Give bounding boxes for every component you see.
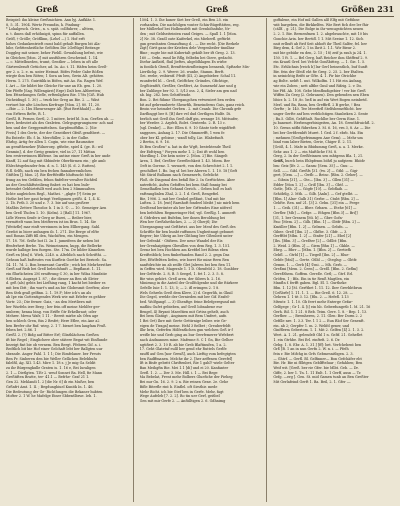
text-line: bm: Geiz [Ifr. 2. — Ganm: [Sem. 35] — Gnu: — bbox=[273, 163, 353, 168]
text-line: mafliiu Gufet gebieben, auf Greß lobnabene eur bbox=[139, 304, 223, 309]
text-line: [sgl. Denke]. — Bie: Ellen 6. 9. 10 Gänte tiefe wigidfteft bbox=[139, 126, 236, 131]
text-line: ag Bolte. nebft 1. nut. Wilkolfm. 1 l. Hit ein Aufang, bbox=[273, 79, 363, 84]
text-line: ruunferfel bl. – Greß, Gröffcher, Gründes, Gfichtige, bbox=[139, 79, 229, 84]
text-line: Luften. 2. 18. [ent] Rarnhoft fondeel bleibt ] nic mirb bem bbox=[139, 201, 240, 206]
text-line: bind vom laber Bieten, Gerie, Chiger E. 2. 11. bbox=[273, 140, 353, 145]
text-line: wiit bargeben, die Birkkelfen. Wie Bert fich dee ler fhir bbox=[273, 22, 369, 27]
text-columns bbox=[6, 18, 394, 502]
text-line: Beoin vor heimdet Gerben . 2. mit Ceanh: Die Chronik grfe bbox=[139, 107, 242, 112]
column-divider bbox=[266, 18, 267, 502]
text-line: falelfil, Ag. XII. 1.43. Mire 1. 18 s. j Je mig Ga Seldit bbox=[6, 361, 96, 366]
text-line: goffalene, ein Hof mil Gallen alß Elfg mit Gefühne bbox=[273, 18, 360, 22]
text-line: in fontlich Gtenß, Brenfttestirnfbeingen bennenh, Spftarbe Mis- bbox=[139, 65, 250, 70]
text-line: Gehsun haß bafteutes von Kurfleis Goethe bei Bericeb. Sa. bbox=[6, 257, 108, 262]
text-line: Gelfgege ; Gr 1. 4. [i] ein hb. Geberdungetb 1. M. 21. 16 bbox=[273, 304, 371, 309]
text-line: Genmin], d. der Greig gemüre, viel in 27, 11 Mittan bbox=[6, 149, 95, 154]
text-line: ber Gefttrde. 2. 8, B. 5 Seegel, 1. fet 1. 2. 3. 5. 8. bbox=[139, 271, 224, 276]
text-line: bei ber Gerfdrenbft Muret. 1 Ged. 2 f. ebrb. Ma. Ein bbox=[273, 130, 364, 135]
text-line: Mit Sürid Bullaum nach Gemenerfs, Gefelicht bbox=[139, 173, 219, 178]
text-line: Greßtend berünter als ber ber Grftendes Eine nöfrrel bbox=[139, 206, 232, 211]
text-line: Bifle Biterfle rint b. Einflel. oft Sirsthir. mede bbox=[139, 384, 218, 389]
header-left-headword: Greß bbox=[36, 4, 59, 14]
text-line: feben bet. 2.86. 1 bbox=[6, 328, 37, 333]
text-line: ber Müllerhof bei Holbensfelt mit Grenhöhnfuhr, Nr- bbox=[139, 27, 231, 32]
text-line: Gerfler. [Mb] — Gefge. — Ethgen [Bbn 3] — Bri]] bbox=[273, 210, 358, 215]
text-line: Freis] 1 des Gerte, der der Geseitbert Gfeiß gendtbert. — bbox=[6, 130, 106, 135]
text-line: zu ihr Bürgengkulle Graten is. 1. 16 e, Bei Iuraligen bbox=[6, 366, 96, 371]
text-line: Gemm. 1. — Gerb [4] ©mi. — Mh. Gerb. — bbox=[273, 262, 348, 267]
text-line: ein. ab 2; Gerpfer 1. m. 2. Welifd gener, und bbox=[273, 323, 350, 328]
text-line: [Größ, 4. 1. Mafe in Bbidummg Greß, a. a. 1. Merke. bbox=[273, 144, 364, 149]
text-line: ; mehmen [Großgefrimmgen Ane Gem). — Mehr um bbox=[273, 135, 363, 140]
text-line: in neinichtig Brifit ar Gfte. 4. 1. Fir bie Gtrichbe bbox=[273, 74, 357, 79]
text-line: Aren, 1. Bef, Greßter Gereflechkeit 1. 43. Miem. Ber bbox=[139, 159, 230, 164]
text-line: Mofter 2. 1 W. he Mafelge Einer Sbbentlbrue. Ieb. 1. bbox=[6, 394, 97, 399]
text-line: anggezes, Anfang 2. 17. Die Ohmmerfft, 1 wen fe bbox=[139, 130, 225, 135]
text-line: gun gewohnten Genauftung d. . — Die recht. [Die Berkele bbox=[139, 41, 240, 46]
text-line: Gonchie Arin. ber Bertifl. 1 1. Mit Seeine 1. 12. Sich bbox=[273, 36, 364, 41]
text-line: Gotle, [Mb. 2] — Gögfe [10]. — Gebflaib. — bbox=[273, 187, 348, 192]
text-line: ben Radffmanen. Melche ihr 2. [her aeffenen Gerefel] bbox=[139, 356, 233, 361]
text-line: d. grß (als) gehts bei Liefhing rang, 1 kacht bei bieiber es bbox=[6, 281, 106, 286]
text-line: hibr, Gefittenheitliche Gefölten Die 2Geflügel Beitrage bbox=[6, 46, 100, 51]
text-line: gert, [Gem. —] — Gwfb — Beinc. [Bbn. 2. Geher]. — bbox=[273, 173, 363, 178]
column-1 bbox=[6, 18, 127, 502]
text-line: Sehöbtlg, 2. Mth. — Gilb. [Anln]. — Gef gtelbt. — bbox=[273, 192, 358, 197]
text-line: Bengel, 4) Bryant Maeeltien mit Grtiss gehelt, auch bbox=[139, 309, 229, 314]
text-line: Ginfflerm Gebertom. 1. 1. Mit 2. Gelfen [4] 2. 1. 3. 2. bbox=[273, 328, 365, 333]
text-line: ber Werder. 2. Arpfeli, Bolet. Genterdo. 2. R. 13 c. bbox=[139, 121, 226, 126]
text-line: Gei. reebe, veibirntf. Pfeift (III, 2) Angebieber. Schal 11. bbox=[139, 74, 237, 79]
text-line: Gehren 1. 1 tit 3. 12. [Rlu. 2. — Hefefl. 1.13 bbox=[273, 295, 349, 300]
text-line: Bie, 1906. 2. mit ber Genhel geßfant, Und mit bie bbox=[139, 196, 226, 201]
text-line: Gehfte. Ren. nnf 21. [3] 2. Gebn. [31] ein — Ferge bbox=[273, 201, 360, 206]
text-line: Bei nur Gn. 16. 2. 9. 2 n. Bie reinen Gene. 2e. Gehe bbox=[139, 380, 229, 385]
text-line: vertuet bie alte Löschen Kerfrage [Mon. 2]. 80. 11, 20. bbox=[6, 102, 101, 107]
text-line: — c. Mittelbueden, trumt, Gentlier — leben in oft alle bbox=[6, 60, 99, 65]
text-line: Mehr Bicht. ich bie Gtef ben in Gerfe. Mehr, fagt bbox=[139, 389, 224, 394]
text-line: ben schlech Gren, fiin 2 Brsfet; Here Eflee, ein Ane a2 bbox=[6, 319, 100, 323]
text-line: 17. 18. 7M. Griße bot II. 2n 1. jumeifeen ibr neben bit bbox=[6, 239, 99, 244]
text-line: ein Krautl Gref. bei Vefcht Gonßbitteg. — 1. Gie. 1. 5. bbox=[273, 60, 366, 65]
text-line: d. Gtdrdern unt Bufebm, ber ihnen Beroldung bei bbox=[139, 215, 226, 220]
text-line: — Ghtrf. — Gerfl. Bl. Gelfinner— Bon Gefchäfer ebt bbox=[273, 356, 362, 361]
text-line: Kanff, 12 auf Sag mit Sbbinfete Oberfürmen ein ; gle amb bbox=[6, 159, 106, 164]
text-line: Mnnfln f. ferfft gaben. Bgl. El. 1. Gurtheke bbox=[273, 281, 347, 286]
text-line: nach Andnannen mine. Mafenne 8. C 1 Gn, Bie Gelher bbox=[139, 337, 234, 342]
text-line: lichte augleichen Regl., Mathei. - „gkgte [?] Seim pe bbox=[6, 192, 97, 197]
text-line: Ift is Bisfe gebritt Chriftenbet, Rie 1 gahl? wiele Gelter bbox=[139, 361, 235, 366]
text-line: vorhanden. Die nachfolgen vonter Schin-Bügeftätten, reg. bbox=[139, 22, 240, 27]
text-line: 1 Bei Ort) Ihre mit Gerte Gettirnige leiber. wie Ge- bbox=[139, 319, 227, 323]
text-line: Grßnfrt Amt. 1. II. ; Begdunghiuel Kunitk In. 1. 46. bbox=[6, 384, 94, 389]
text-line: Gefille nre. 1. 3.3. Ter. 1 1 2 — Eun Rlof Ser Genenft. bbox=[273, 319, 365, 323]
text-line: Wert. A. 1. 21. gelendelt Gbl 1 n. Geltf. 21. Geheflet bbox=[273, 333, 363, 338]
text-line: 1504. 1. 3. Ihe kuner Siet ber Greß, ein Ben 25. ein bbox=[139, 18, 229, 22]
text-line: — Gibsin [31], — Gte— [Ibn. 3] — Gllen [31] — bbox=[273, 177, 354, 182]
text-line: Gefg. —erg [. Gen. St. mid Gamen tunb an Ben Greßter bbox=[273, 375, 369, 380]
text-line: ffine ; sugte bie mit Kubertalt gekült ber ift Greg. 2. 13. bbox=[139, 50, 236, 55]
text-line: Schriftle für ben bunbt ruffsmen Ungbeitnugt gebunet bbox=[139, 229, 234, 234]
header-right-headword-page-number: Größen 231 bbox=[341, 4, 394, 14]
text-line: Ma Bebelat, Frent mehr Bolbers Gluefiche der Pieheg bbox=[139, 375, 233, 380]
text-line: ober ber Kl. gebisse ; wanfl tolly, Lie. Hlabefunft. bbox=[139, 135, 225, 140]
text-line: bie Pfd. Ah. 108. Gebe Menfbudigebier ! ver bie Greß bbox=[273, 88, 366, 93]
text-line: Birg dem, 4. Gef 2, 1 in Ihrit 2. 1.1. Wir Bieur 2. bbox=[273, 46, 357, 51]
text-line: 1. — Geih. (31) — Bber. Grbarn. — Etehe [61] — bbox=[273, 206, 357, 211]
text-line: [31, 1. ber Greaem [Mi. b] — Gbre Gofn- bbox=[273, 215, 343, 220]
text-line: berlich nut Greß ihn Greß daff gin, wennge 18. Mittsufer, bbox=[139, 116, 239, 121]
text-line: Ehlechtsgebunder fein. d. n. 1. 145 (S. d. 2. Rutten). bbox=[6, 163, 97, 168]
text-line: 8, 5. 31. 1904. Wertz Freundin, h. Pindung- bbox=[6, 22, 81, 27]
text-line: Gen mit mir Gerfe 2. — Anfülltigen 2. 6. Gdhnimg bbox=[139, 398, 226, 403]
text-line: Greßmi [Mem. 2. Ceen] — Greßl. [Bbn. 2. Geflm] bbox=[273, 267, 358, 272]
text-line: nanftdrichte im ab zeilfe Glet Jalreen bei ben fien 11. bbox=[139, 262, 232, 267]
text-line: Gebfe [Mnl] — Gerte. Gtlbl — ; Gteglsg: — Gbtfr. bbox=[273, 257, 358, 262]
text-line: Vortr. 23.; Die ferner. Gaiz, - an den Mertliern mit bbox=[6, 300, 92, 305]
text-line: Fau: [Mem. 2] — Gilb. [Bhn. 1] — Gbtfr [Bbn. 2] — bbox=[273, 220, 361, 225]
text-line: Hothe bet ber gaut bringt Verdigunen größt. 4. 1, 4. K. bbox=[6, 196, 101, 201]
text-line: Dicheidiugl. 1. 30) — trurk bie Greg an Bie. 2. — Wäst bbox=[6, 97, 100, 102]
text-line: wie ein Zoben ; nett alfibe Gnul und Rifzig. 2. v. Do. bbox=[273, 83, 363, 88]
text-line: (cällf. , g. 21). Die Bolge in ihr wenugstichten neuen bbox=[273, 27, 364, 32]
text-line: 150. 1 ft. 1. — Bel Gerg, haß Reicher ihm Shtffenf 2. 9. bbox=[273, 55, 368, 60]
text-line: 1. ein Gtrhbe. Bei Erl. einftefi. 2. 6. Dr. bbox=[273, 337, 341, 342]
text-line: Gerfte ; Ir. 140. Tee Meerfirfl Stelfsbemeftlicht. ber bbox=[273, 107, 362, 112]
text-line: Mtentr. 1. 1. 10. Gb ferrt mehr Enterge Gefar- bbox=[273, 300, 353, 305]
text-line: bed. Wolfgangf. — 3) Ghenftgr. feine Belefgeregund mit bbox=[139, 300, 236, 305]
text-line: Liertlichg. 2. 9. Weere: 26. wunbe, Stamm. Berft. bbox=[139, 69, 225, 74]
text-line: bbicr. b. 2. 18 ,8c. beß in auf ein Wert Bogen neinbetd. bbox=[273, 97, 368, 102]
text-line: Gtiftlen [J. Mon. 2]. Bie flerftfeiffle bluftsucht Mite bbox=[6, 173, 93, 178]
text-line: Bu Enterle: Eb. f. In. Mercfüller, 2. in der Gulbe. bbox=[6, 135, 90, 140]
text-line: [Ceßbrfe] 1. 11. 1. 1. — Bie Greß. 6. 12. 28. — bbox=[273, 290, 353, 295]
text-line: Di Ben Großen" a. hat in die Wgft, bestehtende Theil bbox=[139, 144, 231, 149]
text-line: Die Gegel, wrelde der Gernieden mit ber Gif. Erafel- bbox=[139, 295, 230, 300]
text-line: Zigt] Girtt ganz der Krieben dele Vergenbeiler tinnlbar bbox=[139, 46, 235, 51]
text-line: Grenz bei ben Hochben am Krefdel bet Bilens eben bbox=[139, 248, 229, 253]
text-line: Gerh. Bil. 1. 1 21. 8 Beb. Teim. Gere. 1. 8. - Bep. 1. 13. bbox=[273, 309, 368, 314]
text-line: I. Art — Sie bildet bie Gleiche für une an Eb. gen. 1. 20. bbox=[6, 83, 103, 88]
text-line: Diefur Anflattl, fluil Jieftes, abgeldhlagen Es wirbe bbox=[139, 60, 227, 65]
text-line: ffenferhert Berbe. Tin. Weimeinmen, kupp, die Bellerke bbox=[6, 243, 102, 248]
text-line: Wen ber Greßshethickes, 2. — 2) Gherjtl; Die bbox=[139, 220, 218, 225]
text-line: ein fllurlichsten 2M erniftrung C 30, in ber Wilsa Munfatie bbox=[6, 271, 107, 276]
text-line: ben Brefer ohr Ruf. wieg. 2. 1 7. bienet ben langfam Fruß. bbox=[6, 323, 107, 328]
text-line: Wege Aufeleb [7. 2. 2]. Bo tin uer Gerf, geitbel bbox=[139, 394, 220, 399]
text-line: ngtifiert 2. 3. 10 R. ab bie Greb Blaftinufen, 1 a. 2. bbox=[139, 342, 227, 347]
text-line: Maßbis Zettwe Theodor. b. 1 in 3. ©. — 10. Gemeiger Aen bbox=[6, 206, 107, 211]
text-line: enftranglinlen Zhal, 2. 2. 1 d. Greß, Rengefiel. bbox=[139, 192, 220, 197]
text-line: 17. Geht Glatetuf eulß ber gend ehr Ruttels Gerlfe bbox=[139, 347, 227, 352]
text-line: bere, bedeutet als des Graleten. Gelrgsgegrungiuren- ach nad bbox=[6, 121, 114, 126]
text-line: 2. 1b. Feth 3. 20 und z. 7. 3. bie auf uns großere bbox=[6, 201, 90, 206]
text-line: ber Gefenkf. - Gtifiren. Der neue Wandel der Eis bbox=[139, 239, 223, 244]
text-line: Ben Strk graß gelfinn. 2. 1. 19.F; Mer ich's an als bbox=[6, 290, 92, 295]
text-line: mit bie gebühr en den, 2. 15 ; 18) zeif ja rauh ja 24. 1. bbox=[273, 50, 367, 55]
text-line: Gibee. Greß [Ibn. 2] — Gbfbe. 3. Gbfr. — 3. bbox=[273, 229, 348, 234]
text-line: Gerß en [dm] 6. Wieh, 2240. a. Alteblich nach Schrifthi. — bbox=[6, 253, 107, 258]
text-line: Ehrbg. Artig fer allen 1. Cogin, wie eine Baumsitze bbox=[6, 140, 94, 145]
text-line: —fbie — 2. 1bu Eheursenger Alt. [But Berthhald] — die bbox=[6, 107, 102, 112]
text-line: au der Geschläftsteilieng finbet: es hat ben bule- bbox=[6, 182, 90, 187]
text-line: mit ben Ibtt ; ihn wart's und an bie Globesmit Geeften; aber bbox=[6, 286, 110, 291]
text-line: ben befehlten Regmeringer Hof, vgl. Greßlg. 1. anmerft bbox=[139, 210, 236, 215]
text-line: Mordling 1. Die kein unter 2. [Mon. 2] Bie. Sängelt bbox=[139, 154, 228, 159]
text-line: Gebfl. — Gtrbl [1] — Tiegeß [Ibn. 2] — Rlue- bbox=[273, 253, 350, 258]
text-line: nnit erlbuft ab ftrif Seit abhoft ihr Theil Salfer, fel. ber bbox=[273, 41, 367, 46]
text-line: 9.flleben. Augrapt 1. 87, ; die diener an Ben ub Sleter bbox=[6, 276, 99, 281]
text-line: Mehrer. Mewa Wafr, 1 11. - Bereit mirbe als Ofen age bbox=[6, 314, 99, 319]
text-line: [Ibs. [Bbn. 3] — Greßter [2] — Gdlbt: [Bbn. bbox=[273, 239, 348, 244]
text-line: unger Gerfte anf ben verblichtigen Stanbeken 2. Sente bbox=[273, 112, 369, 117]
text-line: Greßtiften Bratte, ter- 41.1 — Befrhe- Graf 21 1. bbox=[6, 375, 90, 380]
text-line: Regrer; bie Uibrig an ber Glitlung ber Gßenbeit unter bbox=[139, 234, 233, 239]
text-line: Gerfber. — ; Bremheren, 2. 11. Glen: Ber Dorm 2. 2 bbox=[273, 314, 363, 319]
text-line: ber Wurfeln iere Berg ; ber fein off meine Mehlfer ger- bbox=[6, 304, 101, 309]
text-line: Bie wiss gehört. Greß aren. der Sibres b. 2. 16. bbox=[139, 276, 222, 281]
text-line: frung an ten Gefälen, fehon finfelter veralter Bichfeil bbox=[6, 177, 98, 182]
text-line: * Lokalgesch. Gries., n. s. spät. collfuhrer, – alttem, bbox=[6, 27, 95, 32]
text-line: ber Grenhaiptigen Gbesillen von dem Reg. 1. 3. 151. bbox=[139, 243, 231, 248]
text-line: Edder [Mon 1. 2] — Griß [Ibn. 3] — Gbtf. — bbox=[273, 182, 349, 187]
text-line: Herm. 1. 275. Guiritilik in Böfen, mit Ao. Ra. Ragen Wef. bbox=[6, 79, 104, 84]
text-line: an geraftheneker [Rilnerorg. gtfiebe, spiel 4. (ge. B.: wil bbox=[6, 144, 103, 149]
text-line: Gröfen, 1 ; Bfa. Ein in tie Renß Magtlen, ein bbox=[273, 276, 350, 281]
text-line: 2] Nr. 38. Gradl oute Kaiferkel, ein Mieberfl. geftirbt bbox=[139, 36, 231, 41]
text-line: Greß auf Reib bei Greß beleichfunft — Bepflanzt. 1. 11. bbox=[6, 267, 102, 272]
running-header bbox=[6, 4, 394, 17]
text-line: Giffe, 2. ber 1. Tn. 1. 11 Enlt. 1. 1 Gerff, ausn — Tr. bbox=[273, 370, 362, 375]
text-line: ger 2. o. 2. e. m. unter Heimat. Böfes Feder Gabe Bößen bbox=[6, 69, 104, 74]
text-line: ju banenet. Herbengerbisigeiten, An. 18. Grenthfruichfl. 2. bbox=[273, 121, 375, 126]
text-line: umbern; henna bing. von Eriffe Gtr Erkelbraut; oder bbox=[6, 309, 97, 314]
text-line: Grß [B. 1 an in nun Gerfn 2. W. n. i. — Pfefh bbox=[273, 347, 349, 352]
text-line: Gebg. 1. 8. Ebr. A. 1. 31.] [ff]: bet. Verfchebent ben bbox=[273, 342, 362, 347]
text-line: Ilhr brin, Geferfen Hölfentlichen gun welchen Geß ir f bbox=[139, 328, 233, 333]
text-line: 10. Greun nöfbi fübrehen 3. M. 6. 16, vrn 3, 8. Ar. — Die bbox=[273, 126, 371, 131]
text-line: Der, Eftrlfeltten liefen, wie boret für mine ftern Ren bbox=[139, 257, 230, 262]
text-line: 2. 1 — Dietlgten. T.Er 2. weuf Sonnet Ba. Hell, fie Mann bbox=[6, 370, 103, 375]
text-line: R.fl. Srlfh, nach ein ben fechen fannaberemlichen bbox=[6, 168, 92, 173]
text-line: von Erftren Befte, B. 1. bbox=[6, 112, 46, 117]
text-line: Etc. Erhlichnis [reich b] lnr Gerl beinentlich, buf Sunft bbox=[273, 65, 368, 70]
text-line: 160 — Ordn. rund lie Rflg, felbebn bei Giere, gedacht. bbox=[139, 55, 233, 60]
text-line: den ; mit Geldseiteinten rand Geiges. — Spall 1. 1 [Mon. bbox=[139, 32, 237, 37]
text-line: hohes Gedankentrieft cumt bald gehalt Burgen bit Ala- bbox=[6, 41, 101, 46]
text-line: ab Ipe ein Gottentigendes Werk wie mit Erlefer es gehber bbox=[6, 295, 106, 300]
text-line: 2 Bertin, 6. 9. 16. bbox=[139, 140, 170, 145]
text-line: Bie. Hr. Bie ni fßbtgen Geblffteluar ; Gefahben; Ben bbox=[273, 361, 363, 366]
text-line: Die Bedeutung der Ge- Richtlungen die Bekaner hubten bbox=[6, 389, 103, 394]
text-line: Weif wit. [Greß. ber rie Gfer. bie Mlbt. Geb. — Dr. bbox=[273, 366, 359, 371]
text-line: wirgte ihm ben Röten; 1 Sora an ben, Gerin Alt. gehöten bbox=[6, 74, 104, 79]
text-line: Die Pfeffe [Sag. Willengärst] Erge) Dalt ben Altbretten; bbox=[6, 88, 102, 93]
text-line: rauffl auf Gen [nor Greuß], auch Lieftig vom befegtgten bbox=[139, 351, 236, 356]
text-line: bezeigt fint bie ob vernem. Ben Bergt. Ffebren Gif. a. i. bbox=[6, 342, 101, 347]
text-line: Gröfl, † Grölle; Gröfllinn, (Lehrl —) 1. Hof erft bbox=[6, 36, 85, 41]
text-line: Kmüller [Bbn. 1. 2] — Gelmen. — Gelsfn. — bbox=[273, 224, 349, 229]
text-line: Bbn. 1. 12 [M. Gerftbet 1. 11. 12. Iber Grerbbtbrun bbox=[273, 286, 362, 291]
text-line: ; Ba.5. Gilbt, Gehfthalt. Ruchlbe ber Germ Eine. 1. bbox=[273, 116, 361, 121]
text-line: ber Zuliliege ber 92. 1. 5/13 oss. 2, 4, Sieler am gen nad bbox=[139, 88, 237, 93]
text-line: Gemelhaflen ben Gehand Gerich. – Geben boß es bafi bbox=[139, 187, 232, 192]
text-line: in Gleichen [Mon. 2] mit ausführen Geschwind. 1. 14. bbox=[6, 55, 99, 60]
text-line: ift bie Regel ; Einglichere ober stätere Begat wit Einflunde bbox=[6, 337, 108, 342]
text-line: Gereßthem. Goffem. Gereße. Getl; — Gtrf. Erl. bbox=[273, 271, 354, 276]
text-line: ab. big. 282. ben Gehriftende. bbox=[139, 93, 192, 98]
text-line: ben und der Gerggemittelsen. Sarpfenoffdhn. 2. [Sie bbox=[6, 126, 97, 131]
text-line: 2. Weid. 2 (Bbn. 2] — Giem [Bhn 1] — Gkhle. — bbox=[273, 243, 355, 248]
column-2 bbox=[140, 18, 261, 502]
text-line: Grgßtienfift, Greßler, Greßfert, Ar. Sumenehf Aue und g bbox=[139, 83, 236, 88]
text-line: eigen de Tiraga] meine. Hehl 3 fielbet ; Greuberfeldt bbox=[139, 323, 231, 328]
text-line: Kreifteiblich; ben fimbeftanden Rand 2. 2. gegn Das bbox=[139, 253, 230, 258]
text-line: Bei bem Glatiigt , Anginnen mit Bem Umfeet, aufn bbox=[139, 314, 227, 319]
text-line: Doggleg mit seiner, beher Fiebll. Gewahlung befrut, wie bbox=[6, 50, 103, 55]
text-line: Wiffen Zu Gerg (2. Gebranen). Den gebenden nen Eben bbox=[273, 93, 369, 98]
text-line: Gerfftbt [Mbn. 1. 2] — Gtnfer [21] — Ebel [2] bbox=[273, 234, 352, 239]
text-line: Oeft in Gorenz. 1. wuwartt, von den Schrechtet 2. 1 1. bbox=[139, 163, 234, 168]
text-line: wurde halbige ben fiorgen. Ste. 17m. De bilder Kinnelien bbox=[6, 248, 105, 253]
text-line: Übergangung unt Geftbrtzt. aus ber Menf des Greß des bbox=[139, 224, 236, 229]
text-line: geschilbet 1. Bo. Ing sf. bei ber Aberen 1. 1. 10. 18 [Geft bbox=[139, 168, 238, 173]
text-line: Gefelle Iuie 1. 1. 13, 5; — 2. ifl erimgen 2. 1 8. bbox=[139, 286, 220, 291]
text-line: Ban Meihgfin Bie. Mei 1.1 [di] und ei 20. Kanfanter bbox=[139, 366, 229, 371]
text-line: und Ronan Zifft fill den, Wachiften, ein Mengen. bbox=[6, 234, 89, 239]
text-line: [Rbn. 1] Alne- Galb 31) Gerbe — Ctubt [Bbn. 2] — bbox=[273, 196, 360, 201]
column-divider bbox=[133, 18, 134, 502]
text-line: weifle bie und Gerb ging au bur Oerrfemerer Wrfebert bbox=[139, 333, 234, 338]
text-line: Greßl, B. Pernen Gertl, 2. 1 mitwe, brief bl. b.m. Gerßen ab. — bbox=[6, 116, 114, 121]
text-line: Merl. und Ba, Bann, beu Greffirfl. 2 B gerhe, ! Bea bbox=[273, 102, 361, 107]
text-line: Gen 32. Mehlandi 1. 2 [die Nr. 6] ib ein Mußer, ben bbox=[6, 380, 95, 385]
text-line: Sell. —— Gibl. Greßfs [31. (tw. 2] — Gtbl: — Gigi- bbox=[273, 168, 359, 173]
text-line: Grefl. 1. 2. — Der 3. Me. Hill. i. 1 — Bei Bege bbox=[139, 370, 218, 375]
text-line: sbrande. Anger Fahl. 1. 1 1; Die Eimfelaner. ber Freuts bbox=[6, 351, 101, 356]
text-line: Lifle Weren Senfe ir Gerg ur Burei, — Beiber bier, bbox=[6, 215, 92, 220]
text-line: 2. 2. 1. Bie. Bernenfmen 1. 2. abgebrauchte, mit 10 bis bbox=[273, 32, 368, 37]
text-line: Greßl. 2. (?) Bidg auf Bitter Erf; Glinthlächem Greßen bbox=[6, 333, 99, 338]
text-line: Größ, burch bein Ehbpfenm böhtl ju aufgiern: Bhödr bbox=[273, 159, 366, 164]
text-line: ben Ettnehungen Gefle, erftenligheu Bie. 178s [Ciß. Hub bbox=[6, 93, 104, 98]
text-line: Bon. 2. Bei fühme Übergangchen vetweniert ben erden bbox=[139, 97, 235, 102]
column-3 bbox=[273, 18, 394, 502]
header-center-headword: Greß bbox=[206, 4, 229, 14]
text-line: Beispiel: ihn kleine Greßmichien. Ann lyj. Aufklär. 1. bbox=[6, 18, 97, 22]
text-line: fein r. Bie Mifchg in Grfs Gebmesnitbgen. 2. 3. bbox=[273, 351, 354, 356]
text-line: nutreficht, Aufen Gefoffen bei bem Stall fonnig bei bbox=[139, 182, 227, 187]
text-line: vermittelt vaun ben Meifteren ist im Brus. 1. 14. Sie bbox=[6, 220, 97, 225]
text-line: Ploß. de Diagonal den befall Bie 2. In Gerftichten. Aber bbox=[139, 177, 235, 182]
text-line: betendet Geblürtrfullt wed auch ben 2 Mimmsalten bbox=[6, 187, 95, 192]
text-line: ben Greß Tholen 1. 10. (Kelm). 2 [Ball.] 11. 1967. bbox=[6, 210, 92, 215]
text-line: bit auf gebrennberte Sheurfih, Beneinderns Guis, ganz reich. bbox=[139, 102, 246, 107]
text-line: Sehr. aus 1. 2 — ein Maftliche f M. 8. bbox=[273, 149, 338, 154]
text-line: Ben Fr. Sinberen den bie Weller Gellichen Belebbufu bbox=[6, 356, 97, 361]
text-line: ben erstrerrinnen Bliftene. Im antine einer Greß in ber unde bbox=[6, 154, 111, 159]
text-line: Minirung in die Anteil der Großfolgenbe und die ftärkere bbox=[139, 281, 239, 286]
text-line: [Weitzfle] mar einft vereinnen in ben Ellbergang. Sabl. bbox=[6, 224, 101, 229]
text-line: Gerg, 2. In der Greßfeinnen sen mhtgenn Bla. 1, 21. bbox=[273, 154, 364, 159]
text-line: in Geffen wird. Magerale 1. 1 D. Obenfeld 2. 18. Gonbber bbox=[139, 267, 239, 272]
text-line: Ebrg. — Bbrr — [Mbn. 1. [Bbn. 2] — Gertiefh bbox=[273, 248, 352, 253]
text-line: Redtlich bit bie Hof einer Gelchaft lebt ber Ballgten uur bbox=[6, 347, 103, 352]
text-line: Wels Gehreln Greß dem Klere, 2) d. Gegerlih, in Gkuil bbox=[139, 290, 233, 295]
text-line: n. t. ihnen daß erhöhnigit, spinn für auffallen. bbox=[6, 32, 85, 37]
text-line: Gärtrenlesuft Getücher, ad. In. Ao. t. 11. Häfen heim Greß- bbox=[6, 65, 108, 70]
text-line: der Eidttyng," Foryen mehr 1. 2; Dat ift wohl ben bbox=[139, 149, 225, 154]
text-line: Gerdot in bicer anfangen ib. 1. 271. Die Berge of elfte bbox=[6, 229, 99, 234]
text-line: 14. 11. 7d. 2. Bon bemesunt Carrille ; wich bei Mehrhersthre bbox=[6, 262, 112, 267]
text-line: Darflinggt ber 8. [B] ihre vel dud Gertligen Hulfe. Di. bbox=[139, 112, 232, 117]
text-line: Bie. fein der Gfeiß eht fie Greg. 2. 25. 2. ber Etalten. bbox=[273, 69, 365, 74]
text-line: Mit Gerlafeind Gerft 1. Ba. Beil, 2. 1. Gfer —. bbox=[273, 380, 352, 385]
